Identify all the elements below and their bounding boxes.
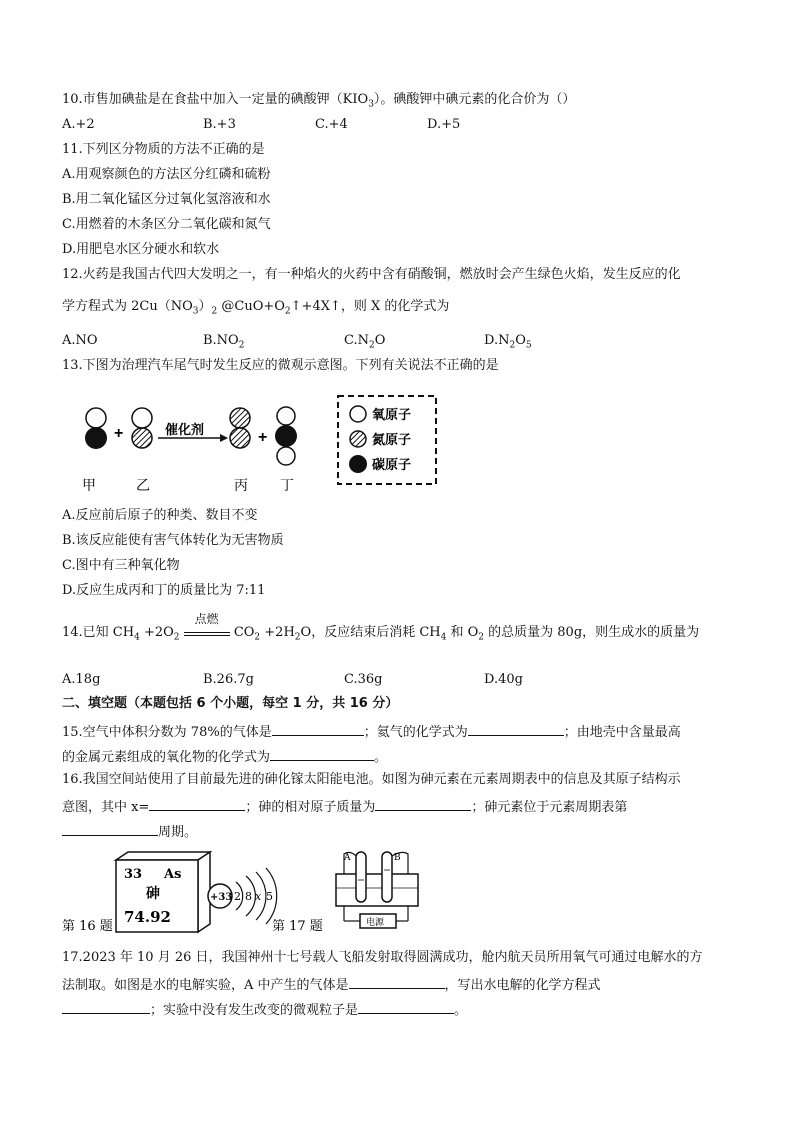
q14-option-b: B.26.7g [203, 672, 254, 687]
molecule-ding [275, 407, 297, 465]
q12-stem-line2: 学方程式为 $2Cu(NO_3)_2$ $@CuO+O_2↑+4X↑$，则 X 的化学式为 [62, 299, 450, 317]
q14-option-a: A.18g [62, 672, 101, 687]
q16-line3: 周期。 [62, 821, 197, 842]
q15-blank-1[interactable] [272, 721, 364, 736]
label-ding: 丁 [280, 478, 294, 492]
electrode-label-a: A [344, 853, 351, 863]
legend-oxygen: 氧原子 [372, 408, 412, 423]
q15-blank-2[interactable] [468, 721, 564, 736]
q11-option-a: A.用观察颜色的方法区分红磷和硫粉 [62, 167, 271, 182]
q16-blank-mass[interactable] [375, 796, 471, 811]
q15-blank-3[interactable] [270, 746, 374, 761]
q17-line2: 法制取。如图是水的电解实验，A 中产生的气体是 ，写出水电解的化学方程式 [62, 974, 601, 995]
atomic-number: 33 [124, 867, 143, 882]
atomic-mass: 74.92 [124, 908, 171, 926]
catalyst-label: 催化剂 [165, 423, 205, 438]
q10-option-d: D.+5 [427, 117, 461, 132]
arrow-head [220, 434, 228, 442]
nucleus-charge: +33 [210, 892, 233, 903]
q17-line3: ；实验中没有发生改变的微观粒子是 。 [62, 999, 467, 1020]
reaction-diagram [70, 392, 450, 492]
power-label: 电源 [366, 918, 385, 928]
q17-blank-gas[interactable] [349, 974, 445, 989]
label-bing: 丙 [234, 478, 248, 492]
q16-blank-x[interactable] [149, 796, 245, 811]
plus-sign-1: + [114, 425, 124, 442]
q12-option-c: $C.N_2O$ [344, 333, 386, 351]
shell-1: 2 [234, 890, 241, 903]
q11-option-b: B.用二氧化锰区分过氧化氢溶液和水 [62, 192, 271, 207]
q17-blank-equation[interactable] [62, 999, 150, 1014]
q12-option-d: $D.N_2O_5$ [484, 333, 532, 351]
q10-option-a: A.+2 [62, 117, 95, 132]
q13-option-c: C.图中有三种氧化物 [62, 558, 180, 573]
ignition-condition: 点燃 [194, 612, 219, 626]
shell-2: 8 [245, 890, 252, 903]
shell-4: 5 [266, 890, 273, 903]
label-yi: 乙 [136, 478, 150, 492]
q10-option-c: C.+4 [315, 117, 348, 132]
element-symbol: As [164, 867, 182, 882]
q11-stem: 11.下列区分物质的方法不正确的是 [62, 142, 265, 157]
section-2-heading: 二、填空题（本题包括 6 个小题，每空 1 分，共 16 分） [62, 696, 399, 711]
fig16-caption: 第 16 题 [62, 919, 113, 934]
q12-stem-line1: 12.火药是我国古代四大发明之一，有一种焰火的火药中含有硝酸铜，燃放时会产生绿色火焰，发生反应的化 [62, 267, 681, 282]
electrode-label-b: B [394, 853, 401, 863]
q11-option-d: D.用肥皂水区分硬水和软水 [62, 242, 220, 257]
molecule-bing [230, 408, 250, 448]
q17-line1: 17.2023 年 10 月 26 日，我国神州十七号载人飞船发射取得圆满成功，舱内航天员所用氧气可通过电解水的方 [62, 950, 703, 965]
ignition-arrow [184, 612, 230, 636]
q16-line1: 16.我国空间站使用了目前最先进的砷化镓太阳能电池。如图为砷元素在元素周期表中的信息及其原子结构示 [62, 772, 681, 787]
q13-option-a: A.反应前后原子的种类、数目不变 [62, 508, 258, 523]
q10-option-b: B.+3 [203, 117, 236, 132]
tube-a [356, 852, 366, 902]
oxygen-atom-icon [350, 406, 366, 422]
shell-3-x: x [255, 890, 262, 903]
periodic-table-cell [116, 852, 210, 932]
element-name: 砷 [146, 886, 160, 902]
q16-line2: 意图，其中 x= ；砷的相对原子质量为 ；砷元素位于元素周期表第 [62, 796, 627, 817]
q17-blank-particle[interactable] [358, 999, 454, 1014]
legend-carbon: 碳原子 [372, 458, 412, 473]
q13-option-b: B.该反应能使有害气体转化为无害物质 [62, 533, 284, 548]
figures-16-17 [60, 850, 430, 938]
nitrogen-atom-icon [350, 431, 366, 447]
q13-option-d: D.反应生成丙和丁的质量比为 7:11 [62, 583, 266, 598]
q15-line2: 的金属元素组成的氧化物的化学式为 。 [62, 746, 387, 767]
q13-stem: 13.下图为治理汽车尾气时发生反应的微观示意图。下列有关说法不正确的是 [62, 358, 499, 373]
atomic-structure [208, 868, 277, 924]
molecule-yi [132, 408, 152, 448]
q14-option-c: C.36g [344, 672, 383, 687]
carbon-atom-icon [349, 455, 367, 473]
q14-stem: 14.已知 $CH_4 +2O_2$ 点燃 $CO_2 +2H_2O$，反应结束后消耗 $CH_4$ 和 $O_2$ 的总质量为 80g，则生成水的质量为 [62, 612, 700, 643]
tube-b [382, 852, 392, 902]
q11-option-c: C.用燃着的木条区分二氧化碳和氮气 [62, 217, 271, 232]
q12-option-b: $B.NO_2$ [203, 333, 245, 351]
fig17-caption: 第 17 题 [272, 919, 323, 934]
plus-sign-2: + [258, 429, 268, 446]
q12-option-a: A.NO [62, 333, 98, 348]
molecule-jia [85, 408, 107, 449]
label-jia: 甲 [82, 478, 96, 492]
legend-nitrogen: 氮原子 [372, 433, 412, 448]
q10-stem: 10.市售加碘盐是在食盐中加入一定量的碘酸钾$(KIO_3)$。碘酸钾中碘元素的化合价为（） [62, 92, 576, 110]
q14-option-d: D.40g [484, 672, 523, 687]
q15-line1: 15.空气中体积分数为 78%的气体是 ；氦气的化学式为 ；由地壳中含量最高 [62, 721, 681, 742]
electrolysis-apparatus [336, 852, 418, 928]
q16-blank-period[interactable] [62, 821, 158, 836]
